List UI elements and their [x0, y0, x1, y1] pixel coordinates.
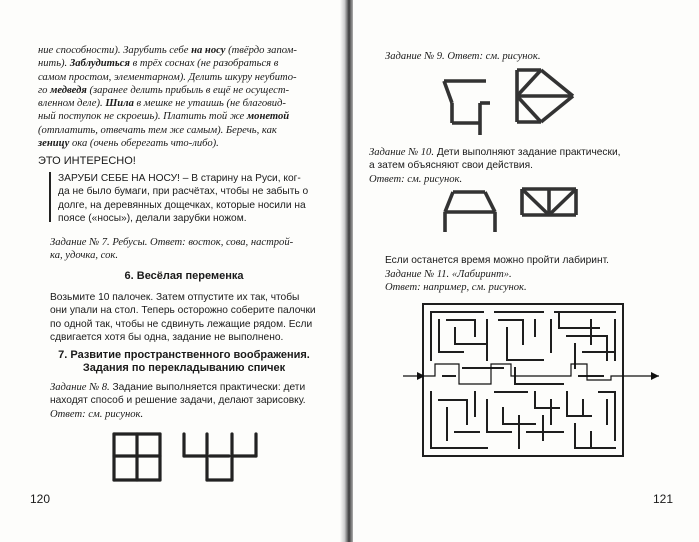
page-number: 121	[653, 492, 674, 506]
interesting-heading: ЭТО ИНТЕРЕСНО!	[38, 155, 136, 167]
callout-bar	[49, 172, 51, 222]
paragraph-idioms	[38, 44, 328, 150]
task-8	[50, 381, 330, 421]
line: вленном деле). Шила в мешке не утаишь (не благовид-	[38, 98, 286, 110]
section-6-heading: 6. Весёлая переменка	[124, 270, 244, 282]
labyrinth-intro: Если останется время можно пройти лабиринт.	[385, 255, 609, 266]
line: Задания по перекладыванию спичек	[82, 362, 286, 375]
line: ка, удочка, сок.	[50, 250, 119, 262]
line: да не было бумаги, при расчётах, чтобы не забыть о	[58, 186, 309, 198]
match-figure-cup	[440, 73, 496, 143]
task-11-answer: Ответ: например, см. рисунок.	[385, 282, 527, 293]
section-6-text	[50, 291, 330, 344]
match-figure-envelope	[518, 185, 582, 221]
line: Ответ: см. рисунок.	[369, 173, 463, 185]
labyrinth	[403, 300, 659, 460]
line: самом простом, элементарном). Делить шкуру неубито-	[38, 71, 297, 83]
line: Возьмите 10 палочек. Затем отпустите их так, чтобы	[50, 292, 300, 303]
match-figure-cups	[180, 430, 262, 486]
match-figure-house	[441, 188, 503, 238]
line: долге, на деревянных дощечках, которые носили на	[58, 199, 306, 211]
line: ние способности). Зарубить себе на носу (твёрдо запом-	[38, 45, 297, 56]
line: поясе («носы»), делали зарубки ножом.	[58, 212, 247, 224]
match-figure-triangles	[513, 66, 583, 128]
task-10	[369, 146, 687, 186]
right-page	[353, 0, 699, 542]
labyrinth-solution-path	[403, 364, 659, 384]
line: сдвигается хотя бы одна, задание не выполнено.	[50, 331, 284, 343]
line: по одной так, чтобы не сдвинуть лежащие рядом. Если	[50, 318, 313, 330]
arrow-out-icon	[651, 372, 659, 380]
line: находят способ и решение задачи, делают зарисовку.	[50, 395, 306, 407]
section-7-heading	[38, 349, 330, 376]
line: ЗАРУБИ СЕБЕ НА НОСУ! – В старину на Руси, ког-	[58, 173, 301, 184]
task-9: Задание № 9. Ответ: см. рисунок.	[385, 51, 541, 62]
line: го медведя (заранее делить прибыль в ещё не осущест-	[38, 84, 289, 96]
line: Задание № 8. Задание выполняется практически: дети	[50, 382, 306, 393]
line: Задание № 10. Дети выполняют задание практически,	[369, 147, 621, 158]
line: 7. Развитие пространственного воображения.	[58, 349, 310, 361]
line: Ответ: см. рисунок.	[50, 408, 144, 420]
task-7	[50, 236, 330, 263]
task-11: Задание № 11. «Лабиринт».	[385, 269, 512, 280]
line: зеницу ока (очень оберегать что-либо).	[38, 138, 219, 150]
line: они упали на стол. Теперь осторожно соберите палочки	[50, 305, 316, 317]
match-figure-squares	[110, 430, 170, 486]
line: а затем объясняют свои действия.	[369, 160, 533, 172]
line: (отплатить, отвечать тем же самым). Беречь, как	[38, 124, 277, 136]
page-number: 120	[30, 492, 51, 506]
line: ный поступок не скроешь). Платить той же монетой	[38, 111, 290, 123]
line: Задание № 7. Ребусы. Ответ: восток, сова, настрой-	[50, 237, 294, 248]
line: нить). Заблудиться в трёх соснах (не разобраться в	[38, 58, 279, 70]
callout-text	[58, 172, 330, 225]
left-page	[0, 0, 344, 542]
